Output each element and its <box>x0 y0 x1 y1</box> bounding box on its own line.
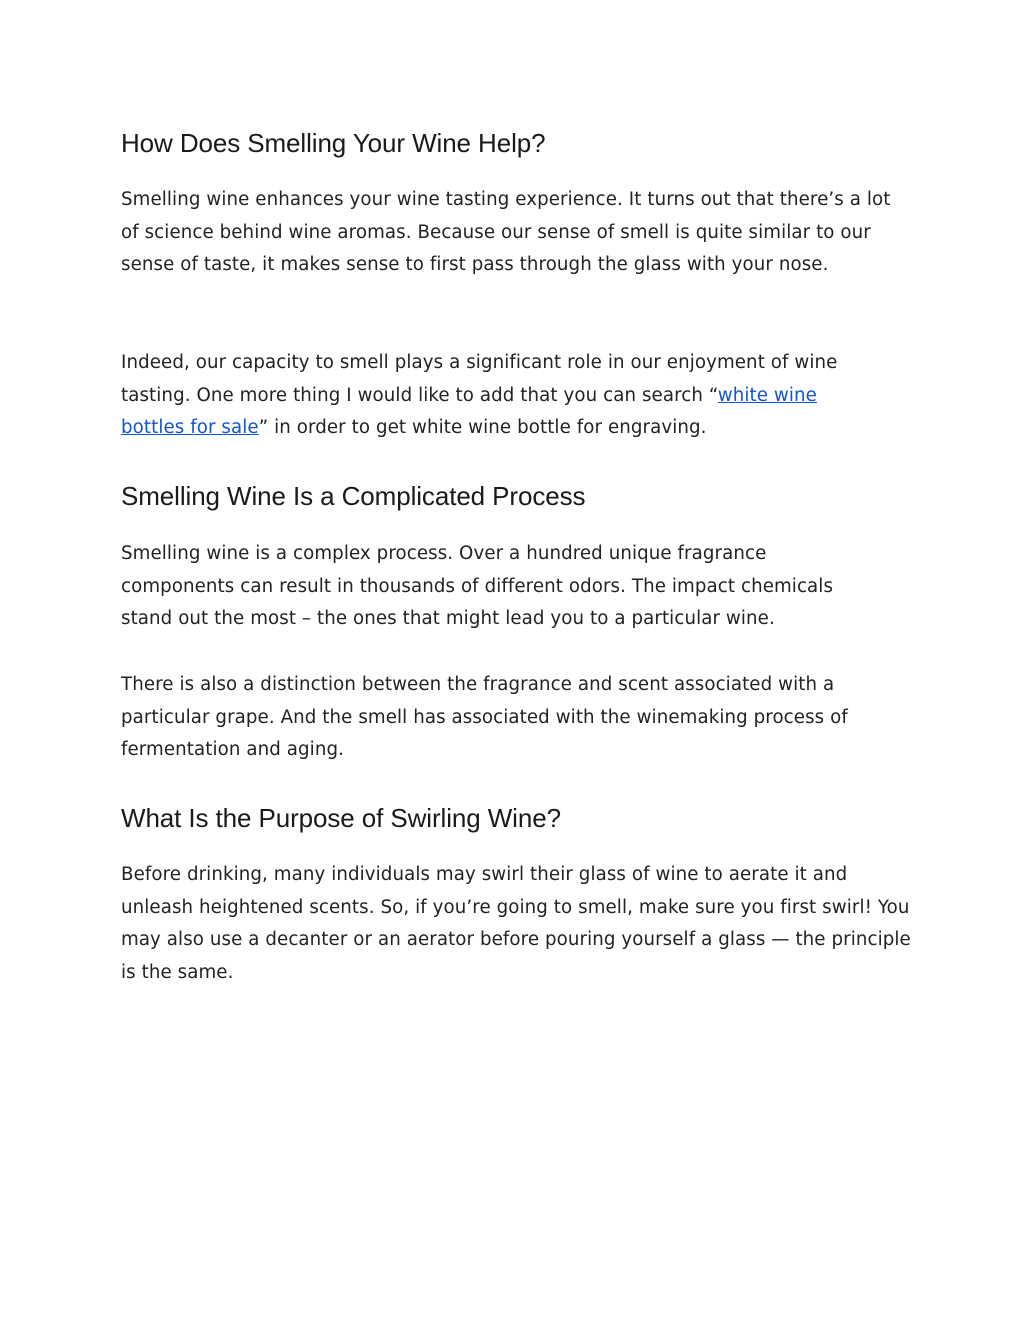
section-heading-smelling-help: How Does Smelling Your Wine Help? <box>121 128 546 158</box>
paragraph-capacity-to-smell <box>121 347 881 445</box>
paragraph-fragrance-distinction: There is also a distinction between the fragrance and scent associated with a particular grape. And the smell has associated with the winemaking process of fermentation and aging. <box>121 674 848 761</box>
paragraph-complex-process: Smelling wine is a complex process. Over a hundred unique fragrance components can result in thousands of different odors. The impact chemicals stand out the most – the ones that might lead you to a particular wine. <box>121 543 834 630</box>
paragraph-smelling-enhances: Smelling wine enhances your wine tasting experience. It turns out that there’s a lot of science behind wine aromas. Because our sense of smell is quite similar to our sense of taste, it makes sense to first pass through the glass with your nose. <box>121 189 891 276</box>
paragraph-text-after-link: ” in order to get white wine bottle for engraving. <box>258 417 707 439</box>
white-wine-bottles-link[interactable]: white wine bottles for sale <box>121 384 817 439</box>
section-heading-complicated-process: Smelling Wine Is a Complicated Process <box>121 481 586 511</box>
section-heading-swirling-purpose: What Is the Purpose of Swirling Wine? <box>121 803 561 833</box>
paragraph-text-before-link: Indeed, our capacity to smell plays a significant role in our enjoyment of wine tasting. One more thing I would like to add that you can search “ <box>121 352 838 406</box>
paragraph-before-drinking: Before drinking, many individuals may swirl their glass of wine to aerate it and unleash heightened scents. So, if you’re going to smell, make sure you first swirl! You may also use a decanter or an aerator before pouring yourself a glass — the principle is the same. <box>121 864 911 983</box>
